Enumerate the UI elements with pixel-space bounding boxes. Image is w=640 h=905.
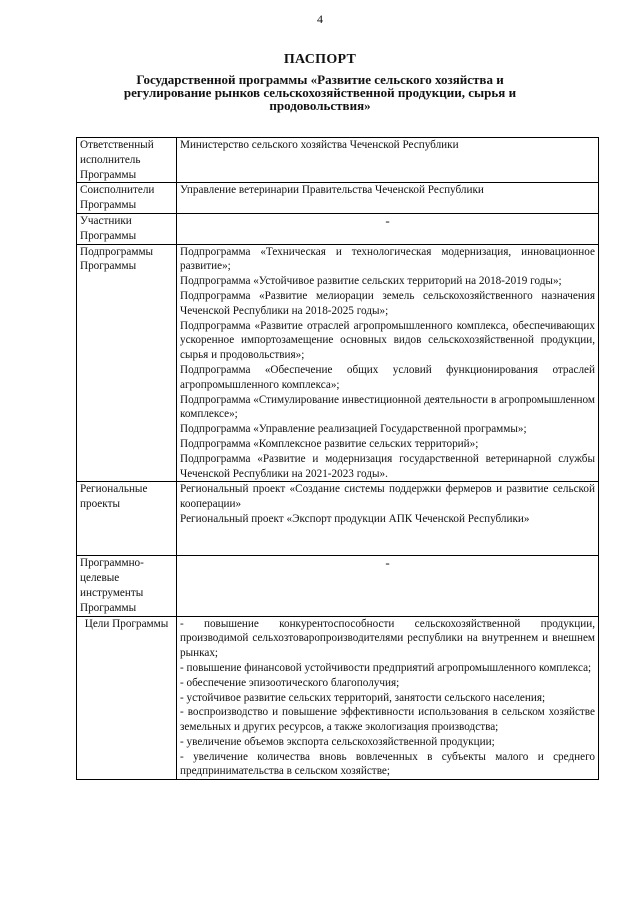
list-item: - увеличение количества вновь вовлеченных в субъекты малого и среднего предпринимательства в сельском хозяйстве; (180, 750, 595, 778)
list-item: Подпрограмма «Развитие отраслей агропромышленного комплекса, обеспечивающих ускоренное импортозамещение основных видов сельскохозяйственной продукции, сырья и продовольствия»; (180, 319, 595, 362)
row-label: Подпрограммы Программы (77, 244, 177, 482)
table-row (77, 616, 599, 780)
list-item: - устойчивое развитие сельских территорий, занятости сельского населения; (180, 691, 546, 704)
goal-list (177, 616, 599, 780)
list-item: Подпрограмма «Обеспечение общих условий функционирования отраслей агропромышленного комплекса»; (180, 363, 595, 391)
row-value: Управление ветеринарии Правительства Чеченской Республики (177, 183, 599, 214)
table-row (77, 138, 599, 183)
list-item: - повышение конкурентоспособности сельскохозяйственной продукции, производимой сельхозтоваропроизводителями республики на внутреннем и внешнем рынках; (180, 617, 595, 660)
row-value: - (177, 556, 599, 616)
list-item: - повышение финансовой устойчивости предприятий агропромышленного комплекса; (180, 661, 592, 674)
table-row (77, 183, 599, 214)
passport-table (76, 137, 599, 780)
list-item: - обеспечение эпизоотического благополучия; (180, 676, 400, 689)
list-item: Подпрограмма «Техническая и технологическая модернизация, инновационное развитие»; (180, 245, 595, 273)
row-value: Министерство сельского хозяйства Чеченской Республики (177, 138, 599, 183)
list-item: Подпрограмма «Стимулирование инвестиционной деятельности в агропромышленном комплексе»; (180, 393, 595, 421)
document-title: ПАСПОРТ (283, 52, 357, 67)
row-label: Соисполнители Программы (77, 183, 177, 214)
list-item: Подпрограмма «Управление реализацией Государственной программы»; (180, 423, 527, 436)
row-value: - (177, 213, 599, 244)
table-row (77, 556, 599, 616)
list-item: Региональный проект «Экспорт продукции АПК Чеченской Республики» (180, 512, 530, 525)
row-label: Программно-целевые инструменты Программы (77, 556, 177, 616)
row-label: Региональные проекты (77, 482, 177, 556)
row-label: Цели Программы (77, 616, 177, 780)
list-item: - воспроизводство и повышение эффективности использования в сельском хозяйстве земельных и других ресурсов, а также экологизация производства; (180, 706, 595, 734)
list-item: - увеличение объемов экспорта сельскохозяйственной продукции; (180, 735, 495, 748)
table-row (77, 213, 599, 244)
list-item: Подпрограмма «Устойчивое развитие сельских территорий на 2018-2019 годы»; (180, 275, 562, 288)
document-subtitle: Государственной программы «Развитие сельского хозяйства и регулирование рынков сельскохозяйственной продукции, сырья и продовольствия» (123, 72, 517, 113)
list-item: Подпрограмма «Развитие и модернизация государственной ветеринарной службы Чеченской Республики на 2021-2023 годы». (180, 452, 595, 480)
subprogram-list (177, 244, 599, 482)
row-label: Ответственный исполнитель Программы (77, 138, 177, 183)
table-row (77, 482, 599, 556)
list-item: Региональный проект «Создание системы поддержки фермеров и развитие сельской кооперации» (180, 483, 595, 511)
list-item: Подпрограмма «Развитие мелиорации земель сельскохозяйственного назначения Чеченской Республики на 2018-2025 годы»; (180, 289, 595, 317)
row-label: Участники Программы (77, 213, 177, 244)
list-item: Подпрограмма «Комплексное развитие сельских территорий»; (180, 437, 479, 450)
table-row (77, 244, 599, 482)
page-number: 4 (317, 12, 323, 26)
regional-project-list (177, 482, 599, 556)
